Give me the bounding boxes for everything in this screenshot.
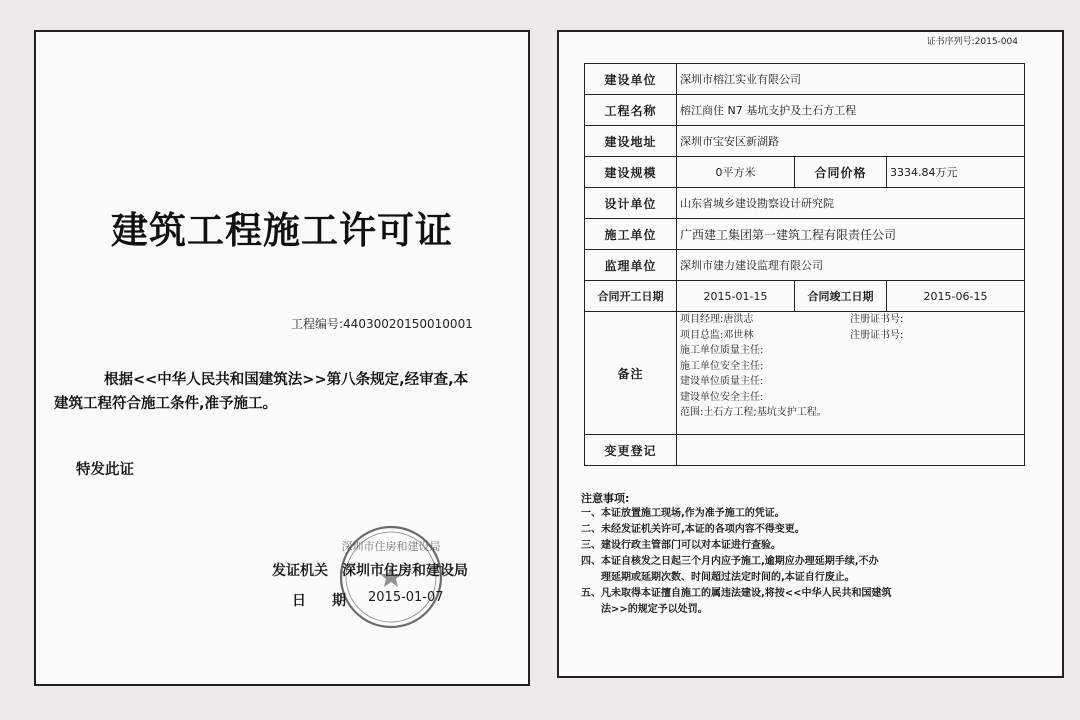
- permit-cover-page: [34, 30, 530, 686]
- permit-details-table: [584, 63, 1025, 466]
- attention-title: 注意事项:: [581, 492, 630, 505]
- issuer-name: 深圳市住房和建设局: [342, 563, 468, 579]
- table-row: [585, 95, 1025, 126]
- contractor-value: 广西建工集团第一建筑工程有限责任公司: [677, 219, 1025, 250]
- scale-value: 0平方米: [677, 157, 795, 188]
- table-row: [585, 157, 1025, 188]
- seal-text: 深圳市住房和建设局: [341, 540, 441, 553]
- table-row: [585, 219, 1025, 250]
- notes-content: [677, 312, 1025, 435]
- change-registration-value: [677, 435, 1025, 466]
- project-manager: 项目经理:唐洪志: [680, 314, 754, 325]
- builder-value: 深圳市榕江实业有限公司: [677, 64, 1025, 95]
- change-registration-label: 变更登记: [585, 435, 677, 466]
- supervisor-value: 深圳市建力建设监理有限公司: [677, 250, 1025, 281]
- declaration-text: [54, 368, 484, 416]
- end-date-label: 合同竣工日期: [795, 281, 887, 312]
- chief-supervisor: 项目总监:邓世林: [680, 329, 754, 341]
- declaration-line-1: 根据<<中华人民共和国建筑法>>第八条规定,经审查,本: [104, 372, 469, 388]
- table-row: [585, 435, 1025, 466]
- designer-value: 山东省城乡建设勘察设计研究院: [677, 188, 1025, 219]
- supervisor-label: 监理单位: [585, 250, 677, 281]
- list-item: 范围:土石方工程;基坑支护工程。: [680, 407, 827, 418]
- list-item: 施工单位质量主任:: [680, 345, 764, 356]
- table-row: [585, 126, 1025, 157]
- manager-registration: 注册证书号:: [850, 314, 904, 325]
- list-item: 一、本证放置施工现场,作为准予施工的凭证。: [581, 508, 785, 519]
- permit-details-page: [557, 30, 1064, 678]
- scale-label: 建设规模: [585, 157, 677, 188]
- project-number: 工程编号:44030020150010001: [291, 317, 473, 331]
- list-item: 建设单位安全主任:: [680, 391, 764, 403]
- end-date-value: 2015-06-15: [887, 281, 1025, 312]
- list-item: [680, 312, 1021, 328]
- start-date-value: 2015-01-15: [677, 281, 795, 312]
- designer-label: 设计单位: [585, 188, 677, 219]
- issue-date: 2015-01-07: [368, 590, 444, 605]
- notes-label: 备注: [585, 312, 677, 435]
- builder-label: 建设单位: [585, 64, 677, 95]
- table-row: [585, 188, 1025, 219]
- list-item: 法>>的规定予以处罚。: [601, 604, 708, 615]
- contractor-label: 施工单位: [585, 219, 677, 250]
- project-name-value: 榕江商住 N7 基坑支护及土石方工程: [677, 95, 1025, 126]
- permit-title: 建筑工程施工许可证: [111, 208, 453, 252]
- attention-list: [581, 506, 1021, 618]
- certificate-serial: 证书序列号:2015-004: [926, 37, 1018, 47]
- address-label: 建设地址: [585, 126, 677, 157]
- list-item: 二、未经发证机关许可,本证的各项内容不得变更。: [581, 524, 805, 535]
- declaration-line-2: 建筑工程符合施工条件,准予施工。: [54, 396, 278, 412]
- table-row: [585, 281, 1025, 312]
- start-date-label: 合同开工日期: [585, 281, 677, 312]
- list-item: 施工单位安全主任:: [680, 360, 764, 372]
- address-value: 深圳市宝安区新湖路: [677, 126, 1025, 157]
- issue-date-label: 日期: [292, 593, 372, 609]
- list-item: 建设单位质量主任:: [680, 376, 764, 387]
- list-item: 理延期或延期次数、时间超过法定时间的,本证自行废止。: [601, 572, 855, 583]
- chief-registration: 注册证书号:: [850, 329, 904, 341]
- issuer-label: 发证机关: [272, 563, 328, 579]
- list-item: 四、本证自核发之日起三个月内应予施工,逾期应办理延期手续,不办: [581, 556, 879, 567]
- table-row: [585, 64, 1025, 95]
- contract-price-value: 3334.84万元: [887, 157, 1025, 188]
- table-row: [585, 250, 1025, 281]
- special-issue-text: 特发此证: [76, 462, 134, 478]
- contract-price-label: 合同价格: [795, 157, 887, 188]
- list-item: 三、建设行政主管部门可以对本证进行查验。: [581, 540, 781, 551]
- project-name-label: 工程名称: [585, 95, 677, 126]
- list-item: [680, 328, 1021, 344]
- list-item: 五、凡未取得本证擅自施工的属违法建设,将按<<中华人民共和国建筑: [581, 588, 892, 599]
- table-row: [585, 312, 1025, 435]
